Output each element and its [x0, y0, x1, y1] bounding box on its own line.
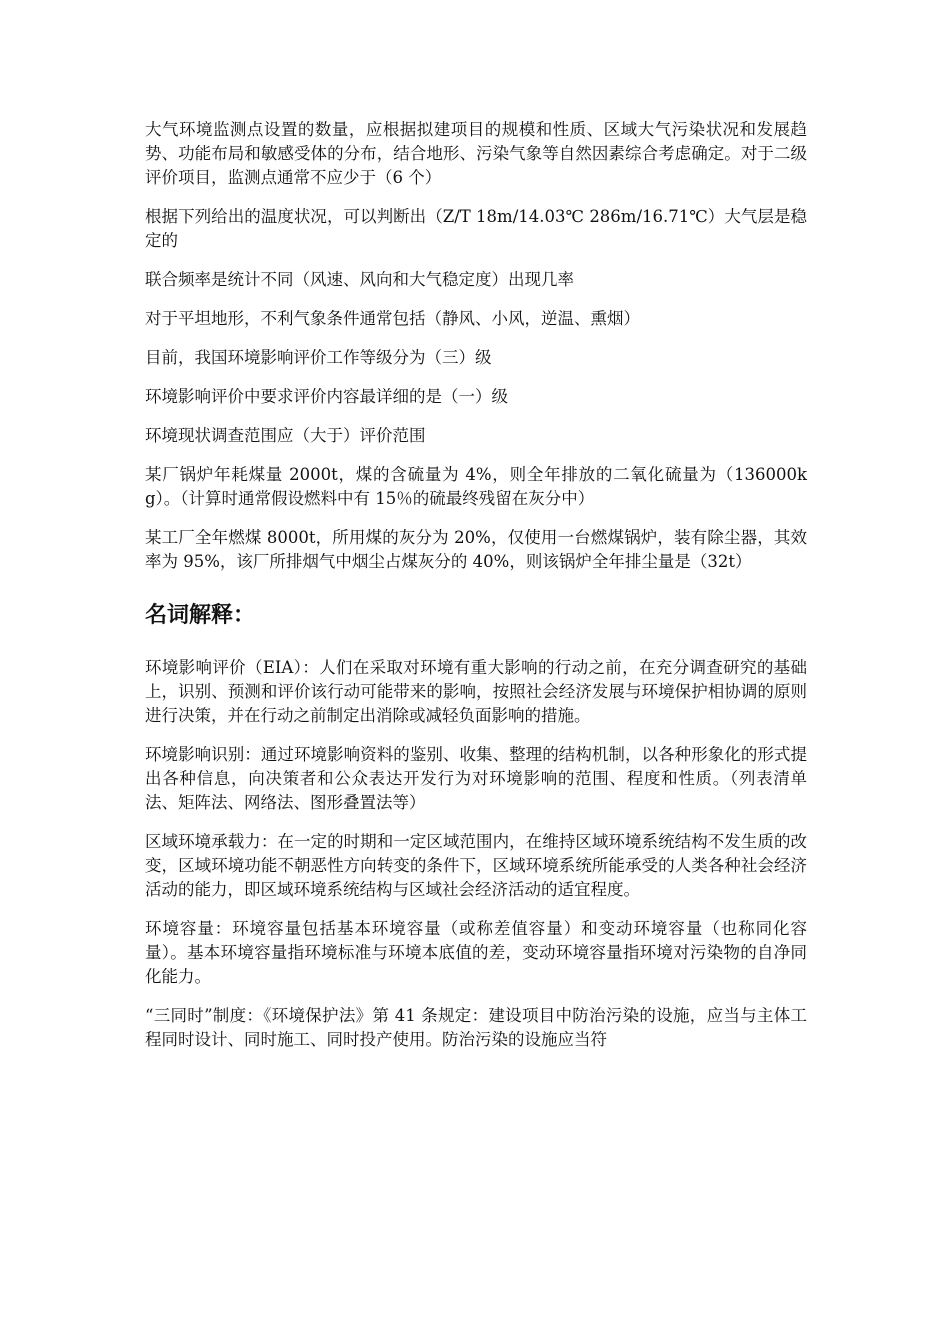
question-paragraph: 环境现状调查范围应（大于）评价范围 — [145, 426, 426, 445]
question-paragraph: 某工厂全年燃煤 8000t，所用煤的灰分为 20%，仅使用一台燃煤锅炉，装有除尘器，其效率为 95%，该厂所排烟气中烟尘占煤灰分的 40%，则该锅炉全年排尘量是（32t） — [145, 528, 807, 571]
question-paragraph: 某厂锅炉年耗煤量 2000t，煤的含硫量为 4%，则全年排放的二氧化硫量为（136000kg）。（计算时通常假设燃料中有 15％的硫最终残留在灰分中） — [145, 465, 807, 508]
section-heading: 名词解释： — [145, 603, 256, 628]
question-paragraph: 根据下列给出的温度状况，可以判断出（Z/T 18m/14.03℃ 286m/16.71℃）大气层是稳定的 — [145, 207, 807, 250]
definition-paragraph: 环境影响识别：通过环境影响资料的鉴别、收集、整理的结构机制，以各种形象化的形式提出各种信息，向决策者和公众表达开发行为对环境影响的范围、程度和性质。（列表清单法、矩阵法、网络法、图形叠置法等） — [145, 745, 807, 812]
question-paragraph: 目前，我国环境影响评价工作等级分为（三）级 — [145, 348, 492, 367]
definition-paragraph: 环境容量：环境容量包括基本环境容量（或称差值容量）和变动环境容量（也称同化容量）。基本环境容量指环境标准与环境本底值的差，变动环境容量指环境对污染物的自净同化能力。 — [145, 919, 807, 986]
definition-paragraph: “三同时”制度：《环境保护法》第 41 条规定：建设项目中防治污染的设施，应当与主体工程同时设计、同时施工、同时投产使用。防治污染的设施应当符 — [145, 1006, 807, 1049]
definition-paragraph: 环境影响评价（EIA）：人们在采取对环境有重大影响的行动之前，在充分调查研究的基础上，识别、预测和评价该行动可能带来的影响，按照社会经济发展与环境保护相协调的原则进行决策，并在行动之前制定出消除或减轻负面影响的措施。 — [145, 658, 807, 725]
question-paragraph: 对于平坦地形，不利气象条件通常包括（静风、小风，逆温、熏烟） — [145, 309, 640, 328]
question-paragraph: 联合频率是统计不同（风速、风向和大气稳定度）出现几率 — [145, 270, 574, 289]
definition-paragraph: 区域环境承载力：在一定的时期和一定区域范围内，在维持区域环境系统结构不发生质的改变，区域环境功能不朝恶性方向转变的条件下，区域环境系统所能承受的人类各种社会经济活动的能力，即区域环境系统结构与区域社会经济活动的适宜程度。 — [145, 832, 807, 899]
question-paragraph: 大气环境监测点设置的数量，应根据拟建项目的规模和性质、区域大气污染状况和发展趋势、功能布局和敏感受体的分布，结合地形、污染气象等自然因素综合考虑确定。对于二级评价项目，监测点通常不应少于（6 个） — [145, 120, 807, 187]
question-paragraph: 环境影响评价中要求评价内容最详细的是（一）级 — [145, 387, 508, 406]
